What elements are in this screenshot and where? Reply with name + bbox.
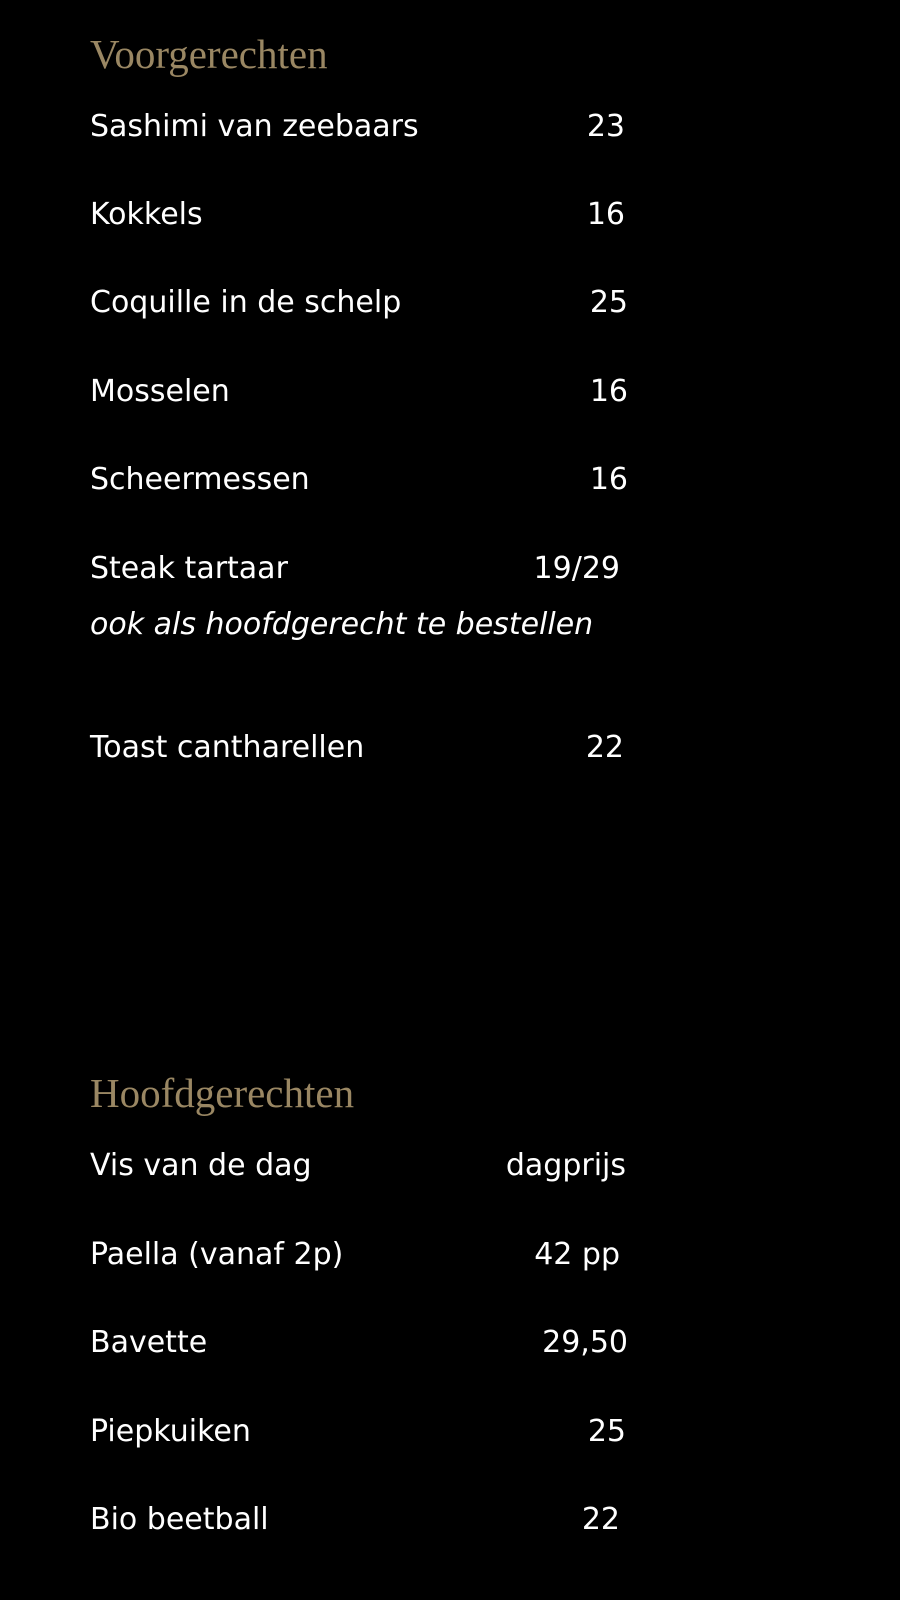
- menu-item-kokkels: [90, 195, 650, 235]
- menu-item-name: Scheermessen: [90, 462, 310, 497]
- menu-item-name: Steak tartaar: [90, 551, 288, 586]
- menu-item-note: ook als hoofdgerecht te bestellen: [90, 607, 594, 642]
- menu-item-price: 16: [589, 374, 628, 409]
- menu-item-vis-van-de-dag: [90, 1146, 650, 1186]
- menu-item-name: Coquille in de schelp: [90, 285, 402, 320]
- menu-item-steak-tartaar: [90, 549, 650, 589]
- menu-item-name: Paella (vanaf 2p): [90, 1237, 344, 1272]
- menu-item-price: dagprijs: [505, 1148, 626, 1183]
- menu-item-price: 16: [589, 462, 628, 497]
- menu-item-mosselen: [90, 372, 650, 412]
- menu-item-price: 22: [581, 1502, 620, 1537]
- menu-item-name: Sashimi van zeebaars: [90, 109, 419, 144]
- menu-item-piepkuiken: [90, 1412, 650, 1452]
- menu-item-scheermessen: [90, 460, 650, 500]
- menu-item-price: 25: [587, 1414, 626, 1449]
- menu-item-name: Vis van de dag: [90, 1148, 312, 1183]
- menu-item-name: Piepkuiken: [90, 1414, 251, 1449]
- menu-item-name: Bavette: [90, 1325, 208, 1360]
- menu-item-coquille: [90, 283, 650, 323]
- menu-item-price: 25: [589, 285, 628, 320]
- menu-item-price: 42 pp: [534, 1237, 620, 1272]
- menu-item-price: 19/29: [533, 551, 620, 586]
- menu-item-price: 22: [585, 730, 624, 765]
- menu-item-bio-beetball: [90, 1500, 650, 1540]
- menu-item-price: 16: [586, 197, 625, 232]
- section-title-voorgerechten: Voorgerechten: [90, 31, 328, 77]
- menu-item-sashimi: [90, 107, 650, 147]
- menu-item-paella: [90, 1235, 650, 1275]
- menu-item-toast-cantharellen: [90, 728, 650, 768]
- menu-item-name: Toast cantharellen: [90, 730, 365, 765]
- menu-item-bavette: [90, 1323, 650, 1363]
- menu-item-price: 23: [586, 109, 625, 144]
- menu-item-price: 29,50: [542, 1325, 628, 1360]
- menu-item-name: Mosselen: [90, 374, 230, 409]
- menu-item-name: Bio beetball: [90, 1502, 269, 1537]
- section-title-hoofdgerechten: Hoofdgerechten: [90, 1070, 355, 1116]
- menu-item-name: Kokkels: [90, 197, 203, 232]
